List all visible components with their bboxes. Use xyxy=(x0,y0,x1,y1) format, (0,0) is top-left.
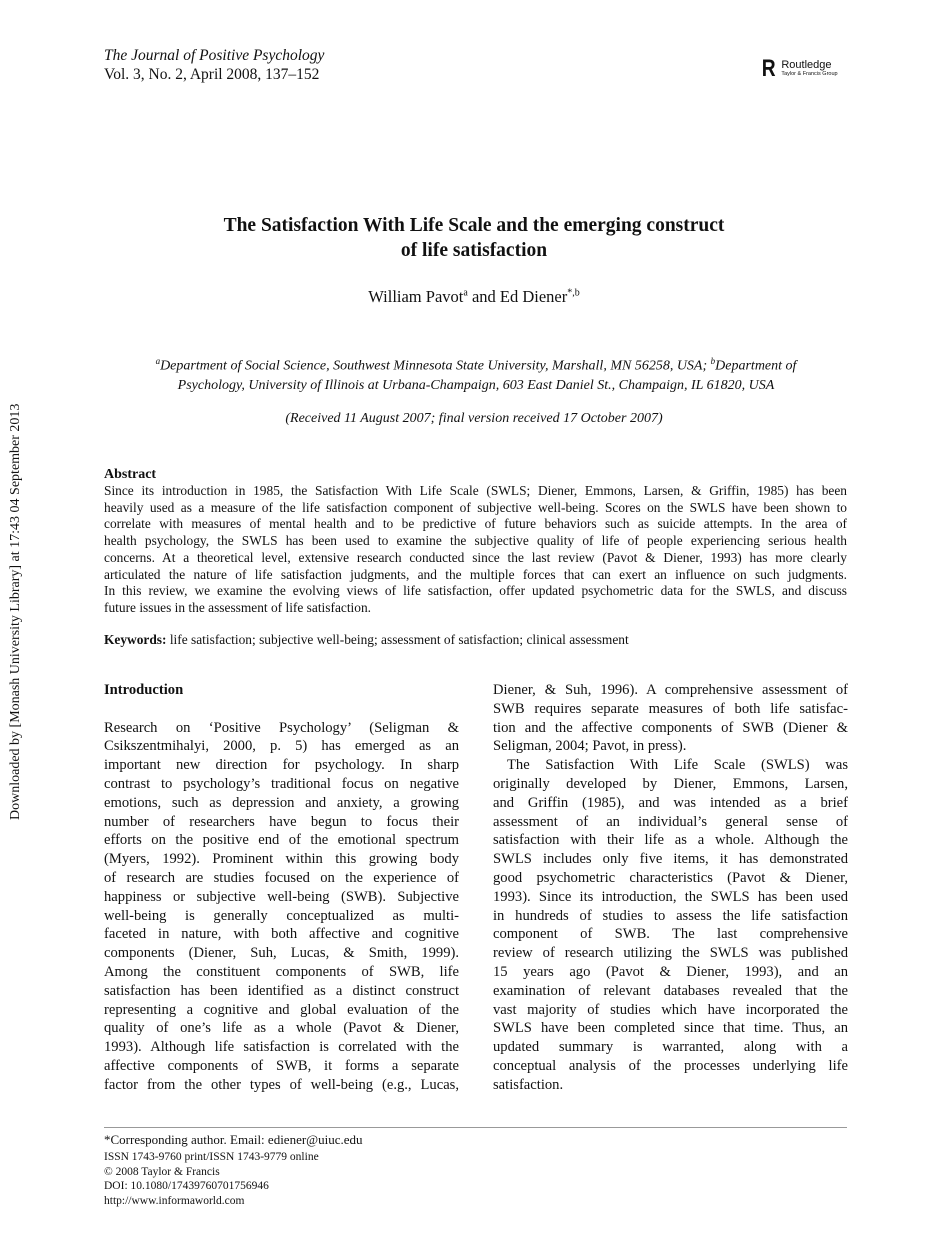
issn: ISSN 1743-9760 print/ISSN 1743-9779 online xyxy=(104,1151,319,1163)
text-line: SWLS have been completed since that time. Thus, an xyxy=(493,1020,848,1037)
text-line: Among the constituent components of SWB, life xyxy=(104,963,459,980)
title-line: of life satisfaction xyxy=(400,240,548,261)
section-heading-introduction: Introduction xyxy=(104,682,184,698)
received-dates xyxy=(0,411,948,427)
text-line: conceptual analysis of the processes underlying life xyxy=(493,1057,848,1074)
text-line: efforts on the positive end of the emotional spectrum xyxy=(104,832,459,849)
text-line: originally developed by Diener, Emmons, Larsen, xyxy=(493,775,848,792)
text-line: 1993). Since its introduction, the SWLS has been used xyxy=(493,888,848,905)
text-line: review of research utilizing the SWLS was published xyxy=(493,945,848,962)
author-and: and xyxy=(467,287,500,306)
doi: DOI: 10.1080/17439760701756946 xyxy=(104,1180,269,1192)
text-line: tion and the affective components of SWB (Diener & xyxy=(493,719,848,736)
text-line: of research are studies focused on the experience of xyxy=(104,869,459,886)
text-line: component of SWB. The last comprehensive xyxy=(493,926,848,943)
abstract-heading: Abstract xyxy=(104,467,157,482)
right-column xyxy=(493,681,848,1095)
author-sup: *,b xyxy=(567,287,580,299)
text-line: concerns. At a theoretical level, extensive research conducted since the last review (Pavot & Diener, 1993) has more clearly xyxy=(104,549,847,565)
text-line: contrast to psychology’s traditional focus on negative xyxy=(104,775,459,792)
text-line: Research on ‘Positive Psychology’ (Seligman & xyxy=(104,719,459,736)
text-line: affective components of SWB, it forms a separate xyxy=(104,1057,459,1074)
left-column xyxy=(104,681,459,1095)
text-line: examination of relevant databases revealed that the xyxy=(493,982,848,999)
affiliations xyxy=(104,352,848,395)
corresponding-author-footnote: *Corresponding author. Email: ediener@uiuc.edu xyxy=(104,1132,363,1147)
text-line: important new direction for psychology. In sharp xyxy=(104,757,459,774)
journal-name: The Journal of Positive Psychology xyxy=(104,47,325,64)
text-line: In this review, we examine the evolving views of life satisfaction, offer updated psychometric data for the SWLS, and discuss xyxy=(104,583,847,599)
url: http://www.informaworld.com xyxy=(104,1194,245,1207)
affil-text: Department of xyxy=(715,358,797,374)
text-line: happiness or subjective well-being (SWB). Subjective xyxy=(104,888,459,905)
affil-text: Psychology, University of Illinois at Urbana-Champaign, 603 East Daniel St., Champaign, IL 61820, USA xyxy=(177,377,775,393)
text-line: updated summary is warranted, along with a xyxy=(493,1039,848,1056)
download-watermark: Downloaded by [Monash University Library] at 17:43 04 September 2013 xyxy=(8,403,23,820)
text-line: good psychometric characteristics (Pavot & Diener, xyxy=(493,869,848,886)
journal-header xyxy=(104,46,324,84)
text-line: 1993). Although life satisfaction is correlated with the xyxy=(104,1039,459,1056)
affil-text: Department of Social Science, Southwest Minnesota State University, Marshall, MN 56258, USA; xyxy=(160,358,711,374)
text-line: emotions, such as depression and anxiety, a growing xyxy=(104,794,459,811)
keywords xyxy=(104,632,629,648)
keywords-label: Keywords: xyxy=(104,632,167,647)
text-line: Diener, & Suh, 1996). A comprehensive assessment of xyxy=(493,682,848,698)
received-text: (Received 11 August 2007; final version received 17 October 2007) xyxy=(285,411,663,426)
author-name: Ed Diener xyxy=(499,287,568,306)
publication-meta xyxy=(104,1150,319,1208)
author-sup: a xyxy=(463,287,468,299)
text-line: Seligman, 2004; Pavot, in press). xyxy=(493,738,687,755)
text-line: well-being is generally conceptualized as multi- xyxy=(104,907,459,924)
text-line: heavily used as a measure of the life satisfaction component of subjective well-being. Scores on the SWLS have been shown to xyxy=(104,499,847,515)
text-line: quality of one’s life as a whole (Pavot & Diener, xyxy=(104,1020,459,1037)
text-line: faceted in nature, with both affective and cognitive xyxy=(104,926,459,943)
abstract xyxy=(104,466,847,617)
author-name: William Pavot xyxy=(368,287,464,306)
text-line: components (Diener, Suh, Lucas, & Smith, 1999). xyxy=(104,945,459,962)
text-line: factor from the other types of well-being (e.g., Lucas, xyxy=(104,1076,459,1093)
title-line: The Satisfaction With Life Scale and the emerging construct xyxy=(223,215,725,236)
routledge-r-icon: R xyxy=(761,55,776,82)
copyright: © 2008 Taylor & Francis xyxy=(104,1165,220,1178)
text-line: (Myers, 1992). Prominent within this growing body xyxy=(104,851,459,868)
text-line: number of researchers have begun to focus their xyxy=(104,813,459,830)
text-line: health psychology, the SWLS has been used to examine the subjective quality of life of people experiencing serious health xyxy=(104,533,847,549)
affil-sup: b xyxy=(710,356,716,366)
authors xyxy=(0,287,948,307)
text-line: vast majority of studies which have incorporated the xyxy=(493,1001,848,1018)
text-line: Since its introduction in 1985, the Satisfaction With Life Scale (SWLS; Diener, Emmons, Larsen, & Griffin, 1985) has been xyxy=(104,483,847,498)
text-line: satisfaction has been identified as a distinct construct xyxy=(104,982,459,999)
routledge-logo xyxy=(760,57,838,81)
text-line: satisfaction. xyxy=(493,1076,564,1093)
logo-sub: Taylor & Francis Group xyxy=(781,71,838,77)
text-line: 15 years ago (Pavot & Diener, 1993), and an xyxy=(493,963,848,980)
text-line: The Satisfaction With Life Scale (SWLS) was xyxy=(507,757,848,774)
text-line: satisfaction with their life as a whole. Although the xyxy=(493,832,848,849)
paper-title xyxy=(0,213,948,263)
text-line: assessment of an individual’s general sense of xyxy=(493,813,848,830)
affil-sup: a xyxy=(155,356,161,366)
text-line: articulated the nature of life satisfaction judgments, and the multiple forces that can exert an influence on such judgments. xyxy=(104,566,847,582)
keywords-text: life satisfaction; subjective well-being; assessment of satisfaction; clinical assessment xyxy=(166,632,629,647)
text-line: Csikszentmihalyi, 2000, p. 5) has emerged as an xyxy=(104,738,459,755)
footnote-rule xyxy=(104,1127,847,1128)
text-line: future issues in the assessment of life satisfaction. xyxy=(104,599,372,615)
text-line: SWB requires separate measures of both life satisfac- xyxy=(493,700,848,717)
logo-name: Routledge xyxy=(781,59,832,71)
journal-volume: Vol. 3, No. 2, April 2008, 137–152 xyxy=(104,66,320,83)
text-line: in hundreds of studies to assess the life satisfaction xyxy=(493,907,848,924)
text-line: correlate with measures of mental health and to be predictive of future behaviors such as suicide attempts. In the area of xyxy=(104,516,847,532)
text-line: SWLS includes only five items, it has demonstrated xyxy=(493,851,848,868)
text-line: and Griffin (1985), and was intended as a brief xyxy=(493,794,848,811)
text-line: representing a cognitive and global evaluation of the xyxy=(104,1001,459,1018)
